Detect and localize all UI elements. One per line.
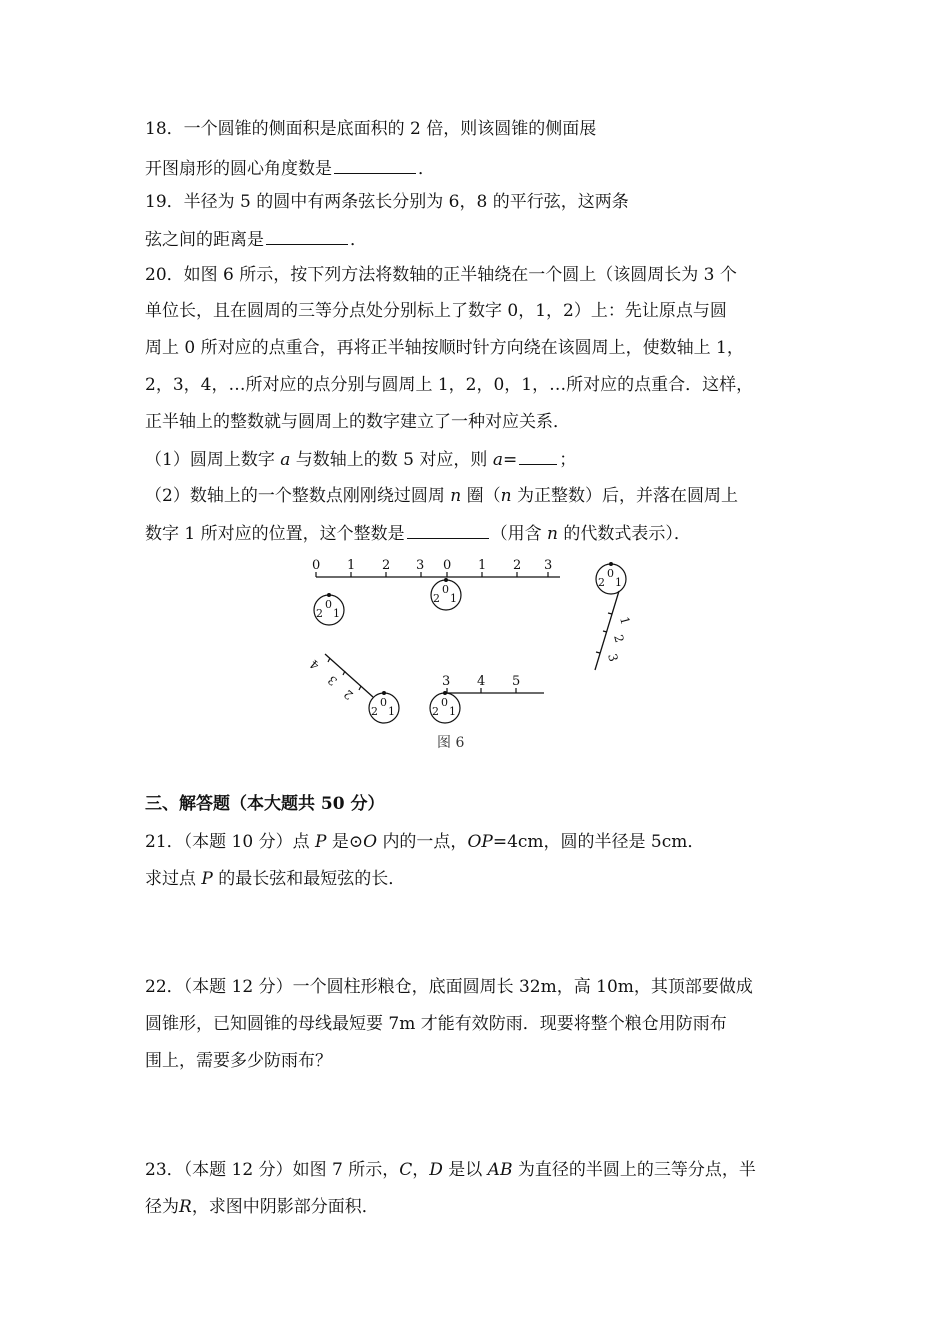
q20-line-1: 20．如图 6 所示，按下列方法将数轴的正半轴绕在一个圆上（该圆周长为 3 个 [145, 265, 737, 285]
q20-sub2-text: 数字 1 所对应的位置，这个整数是 [145, 524, 405, 544]
slanted-left-tick-label: 2 [341, 686, 356, 703]
variable-O: O [363, 832, 378, 852]
q23-text: 23．（本题 12 分）如图 7 所示， [145, 1160, 400, 1180]
circle-label-0: 0 [441, 696, 448, 709]
q21-text-end: =4cm，圆的半径是 5cm． [492, 832, 705, 852]
variable-a: a [492, 450, 503, 470]
q20-sub2-text-mid: （用含 [490, 524, 542, 544]
top-axis-tick-label: 2 [513, 558, 522, 573]
variable-D: D [429, 1160, 443, 1180]
circle-label-0: 0 [607, 567, 614, 580]
q20-sub2-text-end: 为正整数）后，并落在圆周上 [516, 486, 738, 506]
section-3-heading: 三、解答题（本大题共 50 分） [145, 794, 385, 814]
circle-label-0: 0 [380, 696, 387, 709]
variable-n: n [547, 524, 558, 544]
comma: ， [412, 1160, 430, 1180]
q23-text-mid: 是以 [448, 1160, 483, 1180]
circle-012 [430, 691, 460, 723]
top-axis-tick-label: 1 [478, 558, 487, 573]
q18-line-1: 18．一个圆锥的侧面积是底面积的 2 倍，则该圆锥的侧面展 [145, 119, 597, 139]
circle-label-2: 2 [433, 592, 440, 605]
circle-label-1: 1 [388, 705, 395, 718]
q21-text: 求过点 [145, 869, 196, 889]
circle-label-1: 1 [450, 592, 457, 605]
slanted-right-tick-label: 3 [605, 652, 621, 664]
top-axis-tick-label: 3 [544, 558, 553, 573]
variable-R: R [179, 1197, 192, 1217]
q23-line-2 [145, 1195, 825, 1219]
circle-label-2: 2 [432, 705, 439, 718]
q22-line-2: 圆锥形，已知圆锥的母线最短要 7m 才能有效防雨．现要将整个粮仓用防雨布 [145, 1014, 727, 1034]
variable-n: n [450, 486, 462, 506]
slanted-left-tick-label: 4 [307, 656, 322, 673]
circle-label-1: 1 [615, 576, 622, 589]
circle-label-0: 0 [442, 583, 449, 596]
q18-period: ． [418, 159, 435, 179]
equals-sign: = [502, 450, 518, 470]
q21-line-2 [145, 867, 825, 891]
q19-line-2 [145, 227, 825, 252]
circle-label-2: 2 [371, 705, 378, 718]
q20-sub2-text-mid: 圈（ [466, 486, 501, 506]
circle-012 [431, 578, 461, 610]
bottom-axis-tick-label: 5 [512, 674, 521, 689]
top-axis-tick-label: 2 [382, 558, 391, 573]
slanted-left-tick-label: 3 [325, 672, 340, 689]
q20-sub2-answer-blank [407, 521, 489, 539]
q20-sub1-text-mid: 与数轴上的数 5 对应，则 [295, 450, 488, 470]
figure-6-number-line-diagram [290, 552, 633, 732]
q22-line-1: 22．（本题 12 分）一个圆柱形粮仓，底面圆周长 32m，高 10m，其顶部要做成 [145, 977, 753, 997]
bottom-axis-tick-label: 4 [477, 674, 486, 689]
variable-OP: OP [467, 832, 493, 852]
q23-text: 径为 [145, 1197, 179, 1217]
top-axis-tick-label: 1 [347, 558, 356, 573]
slanted-right-tick-label: 2 [611, 633, 627, 645]
variable-n: n [500, 486, 512, 506]
circle-012 [314, 593, 344, 625]
circle-012 [596, 562, 626, 594]
circle-symbol-text: 是⊙ [331, 832, 364, 852]
q18-line-2 [145, 156, 825, 181]
q21-text-end: 的最长弦和最短弦的长． [218, 869, 406, 889]
slanted-right-tick-marks [596, 613, 612, 653]
q20-sub2-text: （2）数轴上的一个整数点刚刚绕过圆周 [145, 486, 445, 506]
q20-sub1-text: （1）圆周上数字 [145, 450, 275, 470]
top-axis-tick-label: 0 [443, 558, 452, 573]
top-axis-tick-label: 3 [416, 558, 425, 573]
q21-text-mid: 内的一点， [382, 832, 468, 852]
semicolon: ； [559, 450, 577, 470]
q22-line-3: 围上，需要多少防雨布？ [145, 1051, 332, 1071]
bottom-axis-tick-label: 3 [442, 674, 451, 689]
q20-line-3: 周上 0 所对应的点重合，再将正半轴按顺时针方向绕在该圆周上，使数轴上 1， [145, 338, 744, 358]
q20-sub1-answer-blank [519, 447, 557, 465]
circle-label-1: 1 [333, 607, 340, 620]
q23-text-end: 为直径的半圆上的三等分点，半 [517, 1160, 756, 1180]
variable-C: C [399, 1160, 413, 1180]
q20-line-4: 2，3，4，…所对应的点分别与圆周上 1，2，0，1，…所对应的点重合．这样， [145, 375, 754, 395]
q19-period: ． [350, 230, 367, 250]
slanted-right-tick-label: 1 [617, 615, 633, 627]
q20-line-2: 单位长，且在圆周的三等分点处分别标上了数字 0，1，2）上：先让原点与圆 [145, 301, 727, 321]
q23-text-end: ，求图中阴影部分面积． [191, 1197, 379, 1217]
variable-P: P [314, 832, 327, 852]
circle-label-2: 2 [598, 576, 605, 589]
top-axis-tick-label: 0 [312, 558, 321, 573]
variable-AB: AB [487, 1160, 513, 1180]
q19-answer-blank [266, 227, 348, 245]
q20-sub2-text-end: 的代数式表示）． [563, 524, 691, 544]
q20-sub2-line-1 [145, 484, 825, 508]
circle-label-0: 0 [325, 598, 332, 611]
q19-text: 弦之间的距离是 [145, 230, 264, 250]
variable-P: P [201, 869, 213, 889]
q21-text: 21．（本题 10 分）点 [145, 832, 310, 852]
circle-012 [369, 691, 399, 723]
q20-sub1 [145, 447, 825, 472]
figure-6-caption: 图 6 [437, 735, 465, 751]
variable-a: a [280, 450, 291, 470]
circle-label-2: 2 [316, 607, 323, 620]
q21-line-1 [145, 830, 825, 854]
q18-text: 开图扇形的圆心角度数是 [145, 159, 332, 179]
q23-line-1 [145, 1158, 825, 1182]
q20-sub2-line-2 [145, 521, 825, 546]
circle-label-1: 1 [449, 705, 456, 718]
q18-answer-blank [334, 156, 416, 174]
q19-line-1: 19．半径为 5 的圆中有两条弦长分别为 6，8 的平行弦，这两条 [145, 192, 629, 212]
q20-line-5: 正半轴上的整数就与圆周上的数字建立了一种对应关系． [145, 412, 570, 432]
